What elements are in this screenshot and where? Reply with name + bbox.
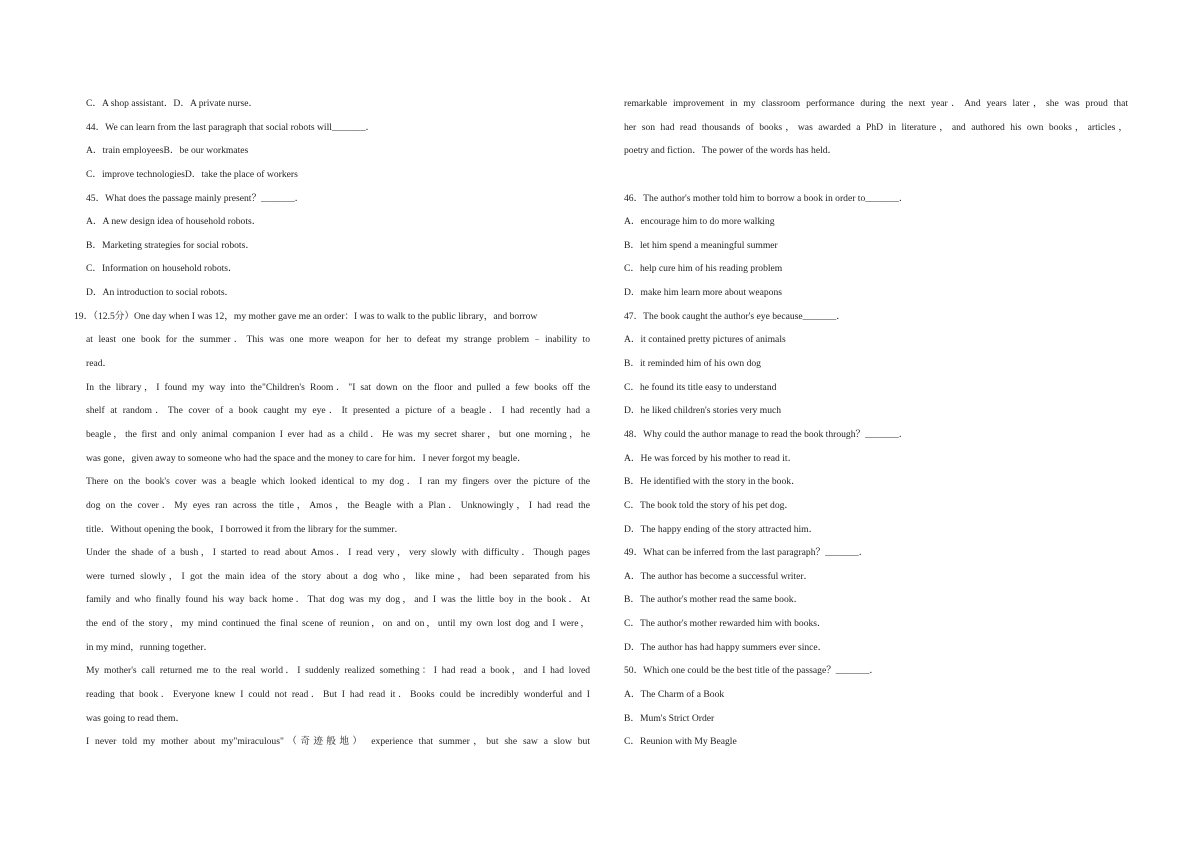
right-column-line: A．He was forced by his mother to read it． [624, 452, 798, 464]
left-column-line: There on the book's cover was a beagle which looked identical to my dog．I ran my fingers over the picture of the [86, 476, 590, 488]
left-column-line: I never told my mother about my"miraculous"（奇迹般地） experience that summer，but she saw a slow but [86, 736, 590, 748]
right-column-line: D．The author has had happy summers ever since． [624, 641, 828, 653]
right-column-line: A．encourage him to do more walking [624, 216, 775, 228]
right-column-line: B．let him spend a meaningful summer [624, 239, 778, 251]
left-column-line: Under the shade of a bush，I started to read about Amos．I read very，very slowly with difficulty．Though pages [86, 547, 590, 559]
left-column-line: beagle，the first and only animal companion I ever had as a child．He was my secret sharer，but one morning，he [86, 428, 590, 440]
right-column-line: D．make him learn more about weapons [624, 287, 782, 299]
left-column-line: title．Without opening the book，I borrowed it from the library for the summer． [86, 523, 405, 535]
right-column-line: C．Reunion with My Beagle [624, 736, 737, 748]
right-column-line: 46．The author's mother told him to borrow a book in order to_______． [624, 192, 909, 204]
left-column-line: A．train employeesB．be our workmates [86, 145, 249, 157]
right-column-line: B．He identified with the story in the book． [624, 476, 801, 488]
right-column-line [624, 163, 1128, 187]
right-column-line: 50．Which one could be the best title of the passage？_______． [624, 665, 879, 677]
left-column-line: In the library，I found my way into the"Children's Room．"I sat down on the floor and pulled a few books off the [86, 381, 590, 393]
left-column [74, 92, 590, 754]
right-column-line: D．he liked children's stories very much [624, 405, 782, 417]
right-column-line: poetry and fiction．The power of the words has held． [624, 145, 838, 157]
right-column-line: 48．Why could the author manage to read the book through？_______． [624, 428, 909, 440]
right-column-line: A．it contained pretty pictures of animals [624, 334, 786, 346]
left-column-line: were turned slowly，I got the main idea of the story about a dog who，like mine，had been separated from his [86, 570, 590, 582]
left-column-line: was going to read them． [86, 712, 186, 724]
right-column-line: C．The book told the story of his pet dog． [624, 499, 795, 511]
left-column-line: C．A shop assistant．D．A private nurse． [86, 98, 259, 109]
right-column-line: C．help cure him of his reading problem [624, 263, 783, 275]
right-column-line: D．The happy ending of the story attracted him． [624, 523, 819, 535]
left-column-line: C．Information on household robots． [86, 263, 238, 275]
left-column-line: B．Marketing strategies for social robots． [86, 239, 255, 251]
left-column-line: My mother's call returned me to the real world．I suddenly realized something：I had read a book，and I had loved [86, 665, 590, 677]
left-column-line: read． [86, 358, 113, 370]
left-column-line: A．A new design idea of household robots． [86, 216, 262, 228]
left-column-line: at least one book for the summer．This was one more weapon for her to defeat my strange problem﹣inability to [86, 334, 590, 346]
left-column-line: in my mind，running together． [86, 641, 214, 653]
right-column-line: A．The author has become a successful writer． [624, 570, 814, 582]
right-column [624, 92, 1128, 754]
right-column-line: C．he found its title easy to understand [624, 381, 777, 393]
right-column-line: 49．What can be inferred from the last paragraph？_______． [624, 547, 869, 559]
left-column-line: 44．We can learn from the last paragraph that social robots will_______． [86, 121, 376, 133]
left-column-line: the end of the story，my mind continued the final scene of reunion，on and on，until my own lost dog and I were， [86, 618, 590, 630]
left-column-line: 45．What does the passage mainly present？_______． [86, 192, 305, 204]
right-column-line: B．it reminded him of his own dog [624, 358, 761, 370]
right-column-line: A．The Charm of a Book [624, 689, 725, 701]
left-column-line: D．An introduction to social robots． [86, 287, 235, 299]
right-column-line: 47．The book caught the author's eye because_______． [624, 310, 846, 322]
right-column-line: C．The author's mother rewarded him with books． [624, 618, 827, 630]
left-column-line: shelf at random．The cover of a book caught my eye．It presented a picture of a beagle．I had recently had a [86, 405, 590, 417]
left-column-line: 19．（12.5分）One day when I was 12，my mother gave me an order：I was to walk to the public library，and borrow [74, 310, 538, 322]
left-column-line: reading that book．Everyone knew I could not read．But I had read it．Books could be incredibly wonderful and I [86, 689, 590, 701]
right-column-line: her son had read thousands of books，was awarded a PhD in literature，and authored his own books，articles， [624, 121, 1128, 133]
right-column-line: B．The author's mother read the same book． [624, 594, 804, 606]
left-column-line: was gone，given away to someone who had the space and the money to care for him．I never forgot my beagle． [86, 452, 527, 464]
right-column-line: remarkable improvement in my classroom performance during the next year．And years later，she was proud that [624, 98, 1128, 109]
left-column-line: family and who finally found his way back home．That dog was my dog，and I was the little boy in the book．At [86, 594, 590, 606]
left-column-line: C．improve technologiesD．take the place of workers [86, 168, 298, 180]
right-column-line: B．Mum's Strict Order [624, 712, 715, 724]
left-column-line: dog on the cover．My eyes ran across the title，Amos，the Beagle with a Plan．Unknowingly，I had read the [86, 499, 590, 511]
